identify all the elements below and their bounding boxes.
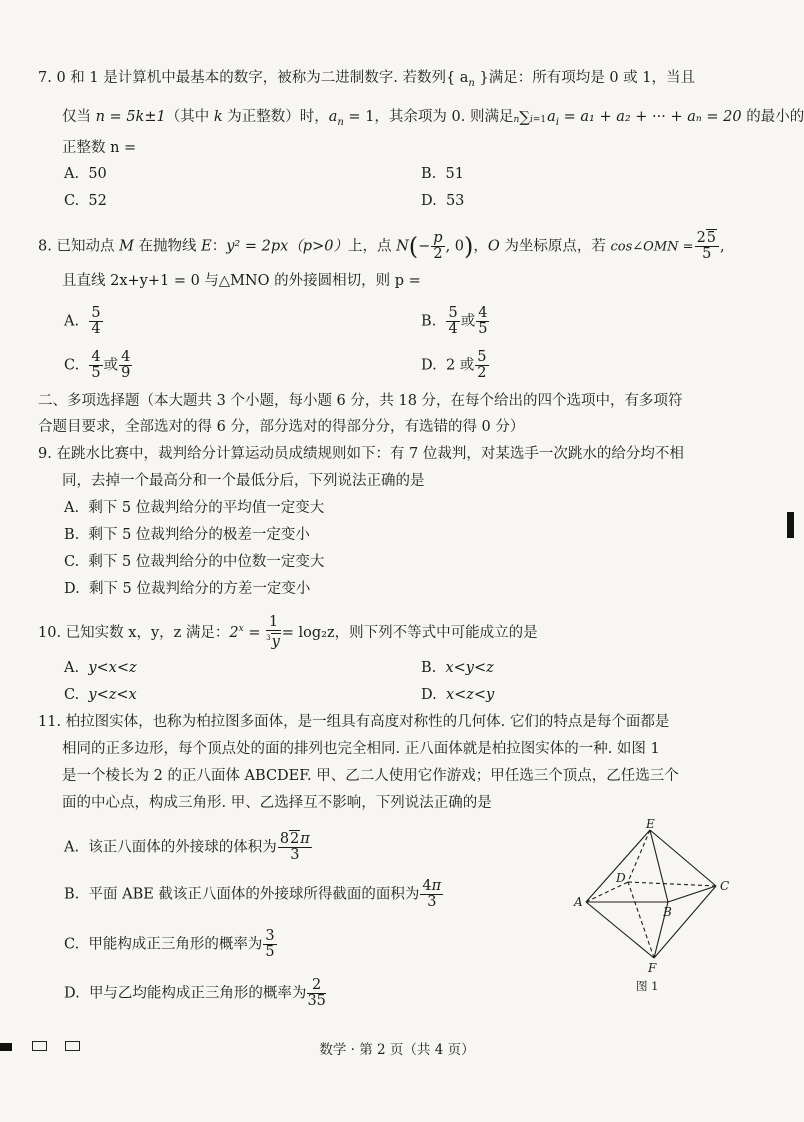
frac-2root5-over-5: $\frac{25}{5}$	[695, 231, 719, 262]
q11-option-c[interactable]: C. 甲能构成正三角形的概率为 $\frac{3}{5}$	[64, 928, 275, 960]
summation-symbol: n∑i=1	[513, 108, 547, 126]
q10-option-c[interactable]: C. y<z<x	[64, 687, 137, 703]
q8-line-1: 8. 已知动点 M 在抛物线 E：y² = 2px（p>0）上，点 N(− $\frac{p}{2}$ , 0)，O 为坐标原点，若 cos∠OMN = $\frac{25}{5}$ ,	[38, 230, 725, 262]
q9-line-2: 同，去掉一个最高分和一个最低分后，下列说法正确的是	[62, 473, 425, 489]
q9-option-c[interactable]: C. 剩下 5 位裁判给分的中位数一定变大	[64, 554, 325, 570]
q7-line-1: 7. 0 和 1 是计算机中最基本的数字，被称为二进制数字. 若数列{ $a_n$ }满足：所有项均是 0 或 1，当且	[38, 70, 695, 89]
edge-eb	[650, 830, 668, 902]
vertex-label-d: D	[616, 871, 626, 885]
q11-option-d[interactable]: D. 甲与乙均能构成正三角形的概率为 $\frac{2}{35}$	[64, 977, 326, 1009]
q10-line-1: 10. 已知实数 x，y，z 满足：$2^x$ = $\frac{1}{^3y}$ = log₂z，则下列不等式中可能成立的是	[38, 614, 538, 651]
q8-option-c[interactable]: C. $\frac{4}{5}$ 或 $\frac{4}{9}$	[64, 349, 131, 381]
vertex-label-f: F	[648, 961, 657, 975]
octahedron-figure	[570, 818, 740, 998]
edge-ec	[650, 830, 716, 886]
section-2-header-line-1: 二、多项选择题（本大题共 3 个小题，每小题 6 分，共 18 分，在每个给出的四个选项中，有多项符	[38, 393, 683, 409]
q11-line-2: 相同的正多边形，每个顶点处的面的排列也完全相同. 正八面体就是柏拉图实体的一种. 如图 1	[62, 741, 660, 757]
edge-dc	[628, 882, 716, 886]
q7-line-2: 仅当 n = 5k±1（其中 k 为正整数）时，$a_n = 1$，其余项为 0. 则满足$n\sum i=1a_i = a_1 + a_2$ + ··· + aₙ = 20 的最小的	[62, 108, 804, 128]
section-2-header-line-2: 合题目要求，全部选对的得 6 分，部分选对的得部分分，有选错的得 0 分）	[38, 419, 525, 435]
q7-line-3: 正整数 n =	[62, 140, 137, 156]
q9-option-b[interactable]: B. 剩下 5 位裁判给分的极差一定变小	[64, 527, 310, 543]
q7-option-b[interactable]: B. 51	[421, 166, 464, 182]
vertex-label-e: E	[646, 817, 655, 831]
vertex-label-a: A	[574, 895, 583, 909]
q8-option-b[interactable]: B. $\frac{5}{4}$ 或 $\frac{4}{5}$	[421, 305, 488, 337]
frac-p-over-2: $\frac{p}{2}$	[433, 230, 443, 262]
q8-line-2: 且直线 2x+y+1 = 0 与△MNO 的外接圆相切，则 p =	[62, 273, 421, 289]
registration-bar	[787, 512, 794, 538]
edge-ed	[628, 830, 650, 882]
q8-option-d[interactable]: D. 2 或 $\frac{5}{2}$	[421, 349, 487, 381]
figure-caption: 图 1	[636, 979, 659, 993]
page-footer: 数学 · 第 2 页（共 4 页）	[319, 1042, 475, 1058]
frac-1-over-cbrt-y: $\frac{1}{^3y}$	[266, 614, 280, 651]
q8-option-a[interactable]: A. $\frac{5}{4}$	[64, 305, 101, 337]
q11-option-b[interactable]: B. 平面 ABE 截该正八面体的外接球所得截面的面积为 $\frac{4\pi}{3}$	[64, 878, 442, 910]
q10-option-a[interactable]: A. y<x<z	[64, 660, 137, 676]
q11-line-4: 面的中心点，构成三角形. 甲、乙选择互不影响，下列说法正确的是	[62, 795, 492, 811]
vertex-label-b: B	[663, 905, 672, 919]
edge-ea	[586, 830, 650, 902]
vertex-label-c: C	[720, 879, 730, 893]
q7-option-a[interactable]: A. 50	[64, 166, 107, 182]
q9-option-d[interactable]: D. 剩下 5 位裁判给分的方差一定变小	[64, 581, 311, 597]
q7-option-c[interactable]: C. 52	[64, 193, 107, 209]
q7-option-d[interactable]: D. 53	[421, 193, 465, 209]
q10-option-d[interactable]: D. x<z<y	[421, 687, 495, 703]
edge-fa	[586, 902, 654, 958]
q10-option-b[interactable]: B. x<y<z	[421, 660, 494, 676]
q9-option-a[interactable]: A. 剩下 5 位裁判给分的平均值一定变大	[64, 500, 325, 516]
q9-line-1: 9. 在跳水比赛中，裁判给分计算运动员成绩规则如下：有 7 位裁判，对某选手一次跳水的给分均不相	[38, 446, 684, 462]
edge-ad	[586, 882, 628, 902]
q11-option-a[interactable]: A. 该正八面体的外接球的体积为 $\frac{82\pi}{3}$	[64, 831, 310, 863]
q11-line-3: 是一个棱长为 2 的正八面体 ABCDEF. 甲、乙二人使用它作游戏；甲任选三个顶点，乙任选三个	[62, 768, 679, 784]
q11-line-1: 11. 柏拉图实体，也称为柏拉图多面体，是一组具有高度对称性的几何体. 它们的特点是每个面都是	[38, 714, 670, 730]
